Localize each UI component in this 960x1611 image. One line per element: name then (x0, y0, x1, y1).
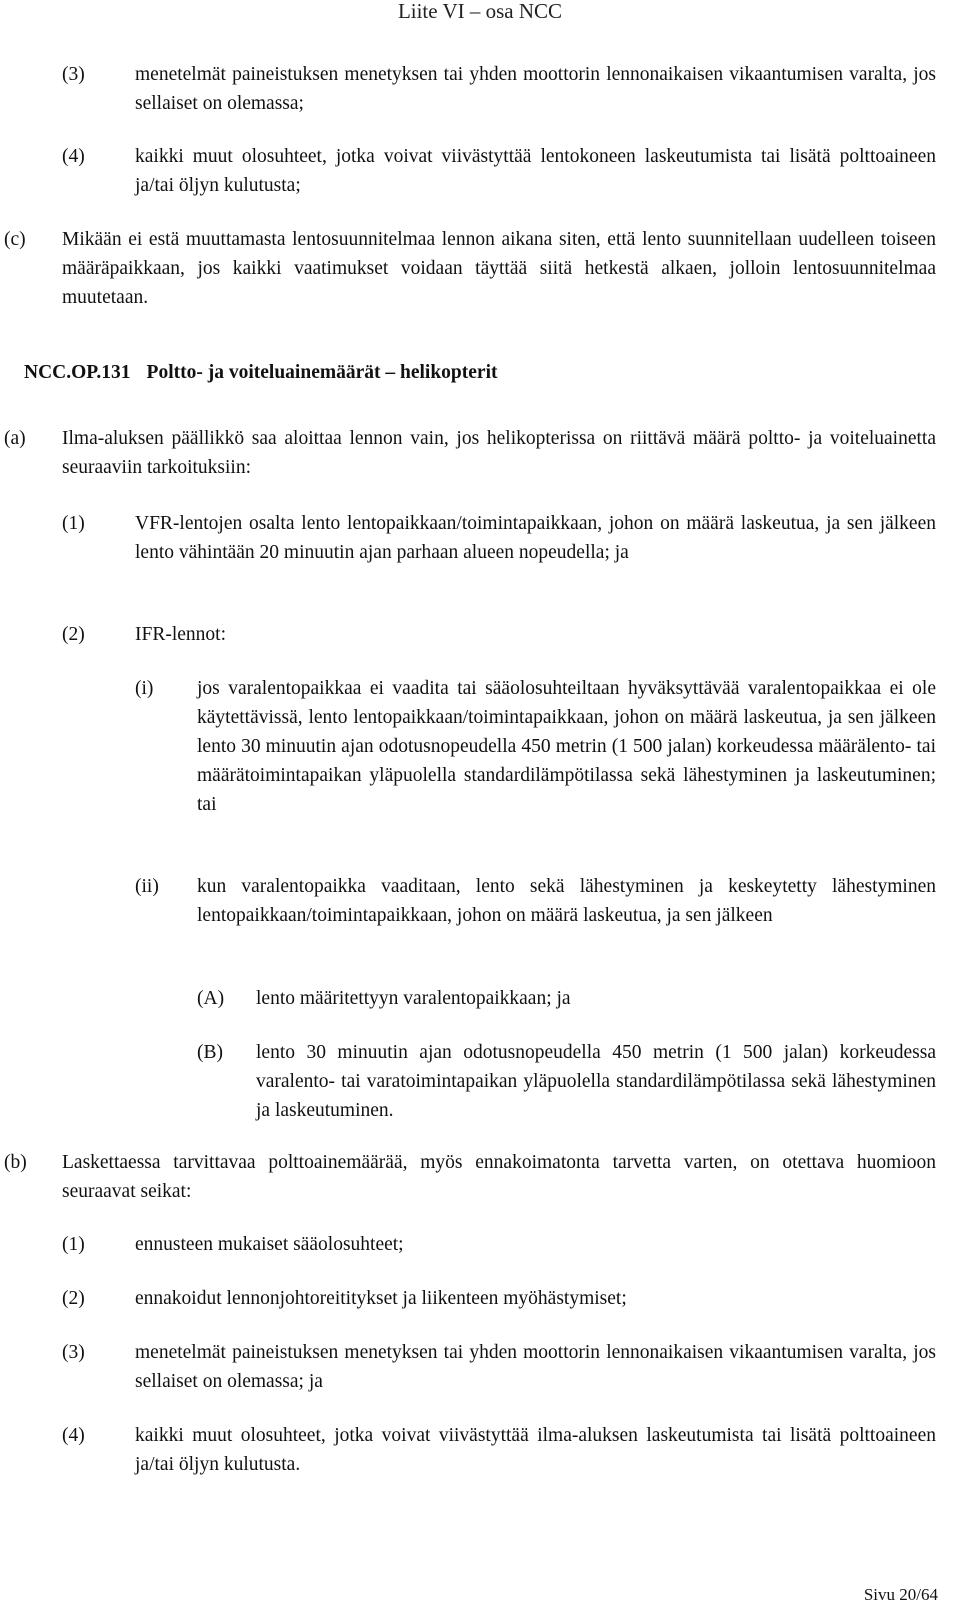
paragraph-label: (b) (4, 1152, 27, 1173)
paragraph-text: Laskettaessa tarvittavaa polttoainemäärää, myös ennakoimatonta tarvetta varten, on otettava huomioon seuraavat seikat: (62, 1152, 936, 1202)
paragraph-label: (c) (4, 229, 26, 250)
section-code: NCC.OP.131 (24, 362, 131, 383)
item-text: IFR-lennot: (135, 624, 226, 645)
item-label: (4) (62, 1425, 85, 1446)
paragraph-text: Ilma-aluksen päällikkö saa aloittaa lennon vain, jos helikopterissa on riittävä määrä poltto- ja voiteluainetta seuraaviin tarkoituksiin: (62, 428, 936, 478)
item-text: ennusteen mukaiset sääolosuhteet; (135, 1234, 404, 1255)
item-label: (4) (62, 146, 85, 167)
item-text: ennakoidut lennonjohtoreititykset ja liikenteen myöhästymiset; (135, 1288, 627, 1309)
clause-text: lento määritettyyn varalentopaikkaan; ja (256, 988, 571, 1009)
subitem-label: (ii) (135, 876, 159, 897)
section-title: Poltto- ja voiteluainemäärät – helikopterit (146, 362, 498, 383)
item-text: VFR-lentojen osalta lento lentopaikkaan/toimintapaikkaan, johon on määrä laskeutua, ja sen jälkeen lento vähintään 20 minuutin ajan parhaan alueen nopeudella; ja (135, 513, 936, 563)
clause-text: lento 30 minuutin ajan odotusnopeudella 450 metrin (1 500 jalan) korkeudessa varalento- tai varatoimintapaikan yläpuolella standardilämpötilassa sekä lähestyminen ja laskeutuminen. (256, 1042, 936, 1121)
item-text: menetelmät paineistuksen menetyksen tai yhden moottorin lennonaikaisen vikaantumisen varalta, jos sellaiset on olemassa; (135, 64, 936, 114)
subitem-label: (i) (135, 678, 154, 699)
item-label: (3) (62, 1342, 85, 1363)
page-header: Liite VI – osa NCC (397, 0, 563, 23)
item-label: (3) (62, 64, 85, 85)
paragraph-text: Mikään ei estä muuttamasta lentosuunnitelmaa lennon aikana siten, että lento suunnitellaan uudelleen toiseen määräpaikkaan, jos kaikki vaatimukset voidaan täyttää siitä hetkestä alkaen, jolloin lentosuunnitelmaa muutetaan. (62, 229, 936, 308)
subitem-text: kun varalentopaikka vaaditaan, lento sekä lähestyminen ja keskeytetty lähestyminen lentopaikkaan/toimintapaikkaan, johon on määrä laskeutua, ja sen jälkeen (197, 876, 936, 926)
clause-label: (B) (197, 1042, 223, 1063)
section-heading (24, 358, 497, 387)
item-label: (2) (62, 624, 85, 645)
paragraph-label: (a) (4, 428, 26, 449)
page-number: Sivu 20/64 (863, 1585, 938, 1604)
subitem-text: jos varalentopaikkaa ei vaadita tai sääolosuhteiltaan hyväksyttävää varalentopaikkaa ei ole käytettävissä, lento lentopaikkaan/toimintapaikkaan, johon on määrä laskeutua, ja sen jälkeen lento 30 minuutin ajan odotusnopeudella 450 metrin (1 500 jalan) korkeudessa määrälento- tai määrätoimintapaikan yläpuolella standardilämpötilassa sekä lähestyminen ja laskeutuminen; tai (197, 678, 936, 815)
item-label: (2) (62, 1288, 85, 1309)
item-label: (1) (62, 1234, 85, 1255)
item-text: kaikki muut olosuhteet, jotka voivat viivästyttää lentokoneen laskeutumista tai lisätä polttoaineen ja/tai öljyn kulutusta; (135, 146, 936, 196)
item-label: (1) (62, 513, 85, 534)
item-text: kaikki muut olosuhteet, jotka voivat viivästyttää ilma-aluksen laskeutumista tai lisätä polttoaineen ja/tai öljyn kulutusta. (135, 1425, 936, 1475)
clause-label: (A) (197, 988, 225, 1009)
item-text: menetelmät paineistuksen menetyksen tai yhden moottorin lennonaikaisen vikaantumisen varalta, jos sellaiset on olemassa; ja (135, 1342, 936, 1392)
